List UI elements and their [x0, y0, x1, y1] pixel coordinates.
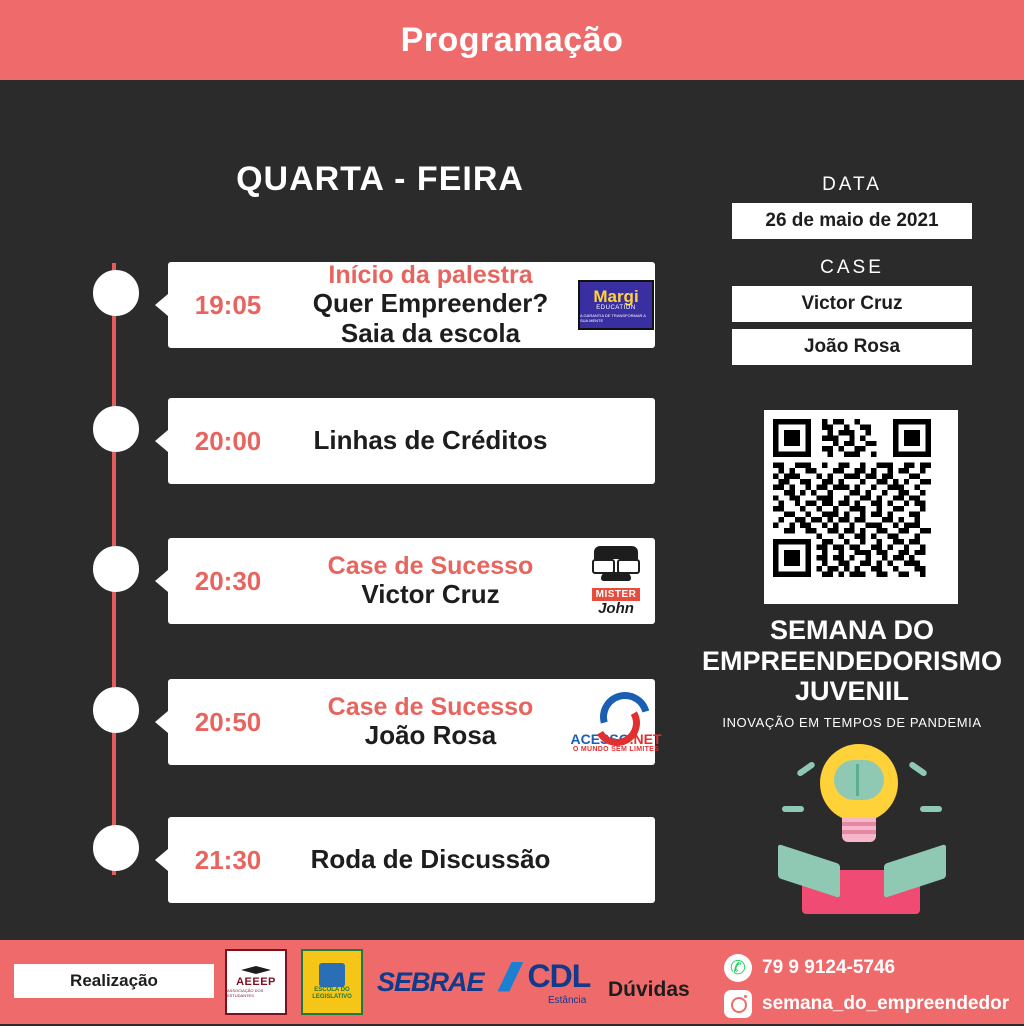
schedule-item-title: Quer Empreender? Saia da escola	[312, 288, 549, 349]
escola-do-legislativo-logo	[301, 949, 363, 1015]
schedule-item-time: 20:30	[194, 565, 262, 596]
schedule-item-text	[288, 693, 577, 752]
schedule-item[interactable]	[168, 679, 662, 765]
instagram-handle: semana_do_empreendedor	[762, 993, 1010, 1014]
day-title: QUARTA - FEIRA	[236, 160, 524, 198]
date-value: 26 de maio de 2021	[732, 203, 972, 239]
case-label: CASE	[820, 257, 884, 278]
timeline-dot	[93, 546, 139, 592]
timeline-dot	[93, 406, 139, 452]
date-label: DATA	[822, 174, 882, 195]
mister-john-logo	[577, 545, 655, 617]
page-header	[0, 0, 1024, 80]
schedule-item-text	[288, 261, 577, 350]
schedule-item-subtitle: Case de Sucesso	[327, 692, 534, 721]
aeeep-logo-sub: ASSOCIAÇÃO DOS ESTUDANTES	[227, 988, 264, 998]
schedule-item-title: Linhas de Créditos	[313, 425, 548, 456]
cdl-logo-sub: Estância	[547, 995, 587, 1006]
mister-john-logo-top: MISTER	[592, 588, 641, 601]
cdl-logo-mark	[498, 962, 524, 992]
margi-logo-tagline: A GARANTIA DE TRANSFORMAR A SUA MENTE	[580, 312, 646, 323]
schedule-item-time: 20:00	[194, 425, 262, 456]
schedule-item-title: Roda de Discussão	[310, 844, 551, 875]
instagram-contact[interactable]	[724, 990, 1009, 1018]
schedule-item[interactable]	[168, 817, 655, 903]
acesso-logo-net: .NET	[629, 730, 662, 747]
schedule-item-text	[288, 845, 577, 875]
page-title: Programação	[400, 20, 624, 59]
schedule-item-time: 19:05	[194, 289, 262, 320]
schedule-item-time: 20:50	[194, 706, 262, 737]
schedule-item-subtitle: Início da palestra	[328, 260, 533, 289]
case-value-1: Victor Cruz	[732, 286, 972, 322]
instagram-icon	[724, 990, 752, 1018]
timeline-dot	[93, 687, 139, 733]
event-subtitle: INOVAÇÃO EM TEMPOS DE PANDEMIA	[722, 715, 982, 730]
duvidas-label: Dúvidas	[608, 978, 690, 1001]
schedule-item-title: Victor Cruz	[361, 579, 500, 610]
aeeep-logo	[225, 949, 287, 1015]
sponsor-logos	[225, 948, 590, 1016]
schedule-item-subtitle: Case de Sucesso	[327, 551, 534, 580]
sidebar	[680, 160, 1024, 1020]
schedule-item[interactable]	[168, 398, 655, 484]
acesso-logo-tagline: O MUNDO SEM LIMITES	[572, 745, 660, 753]
contact-info	[724, 954, 1009, 1026]
aeeep-logo-name: AEEEP	[236, 976, 276, 988]
lightbulb-brain-box-icon	[772, 740, 952, 930]
margi-logo-sub: EDUCATION	[596, 304, 636, 311]
acesso-net-logo	[570, 687, 662, 757]
whatsapp-number: 79 9 9124-5746	[762, 957, 896, 978]
timeline-dot	[93, 270, 139, 316]
schedule-item-text	[288, 426, 577, 456]
margi-logo	[577, 280, 655, 330]
case-value-2: João Rosa	[732, 329, 972, 365]
main-content	[0, 80, 1024, 940]
escola-logo-mark	[319, 963, 345, 987]
timeline-dot	[93, 825, 139, 871]
schedule-item-time: 21:30	[194, 844, 262, 875]
sebrae-logo: SEBRAE	[377, 966, 484, 997]
escola-logo-name: ESCOLA DO LEGISLATIVO	[312, 987, 352, 1000]
realizacao-badge: Realização	[14, 964, 214, 998]
whatsapp-icon: ✆	[724, 954, 752, 982]
page-footer	[0, 940, 1024, 1024]
schedule-item-text	[288, 552, 577, 611]
event-title: SEMANA DO EMPREENDEDORISMO JUVENIL	[701, 615, 1003, 706]
graduation-cap-icon	[241, 966, 271, 976]
acesso-logo-name: ACESSO	[570, 730, 630, 747]
cdl-logo-name: CDL	[527, 958, 591, 994]
schedule-item-title: João Rosa	[364, 720, 497, 751]
mister-john-logo-bottom: John	[598, 600, 634, 617]
schedule-item[interactable]	[168, 538, 655, 624]
qr-code[interactable]	[764, 410, 958, 604]
schedule-item[interactable]	[168, 262, 655, 348]
whatsapp-contact[interactable]	[724, 954, 1009, 982]
margi-logo-name: Margi	[593, 286, 639, 306]
cdl-logo	[498, 958, 591, 1006]
